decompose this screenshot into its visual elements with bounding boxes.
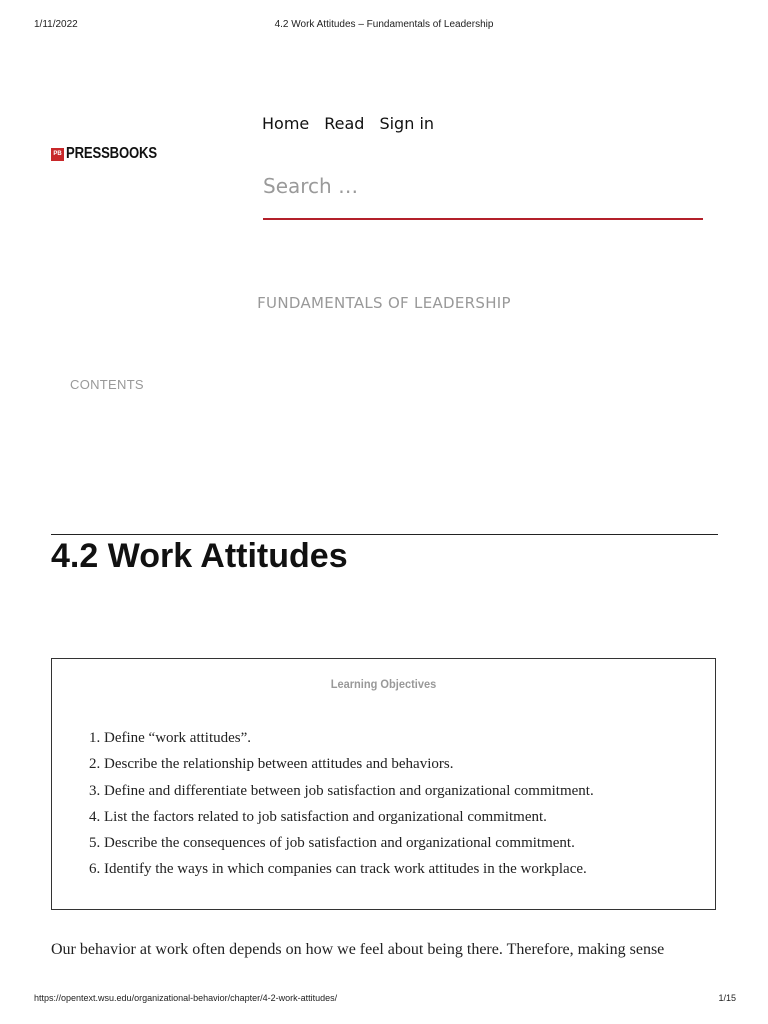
- pressbooks-logo[interactable]: [51, 145, 177, 163]
- learning-objectives-box: [51, 658, 716, 910]
- search-box: [263, 158, 703, 220]
- body-paragraph: Our behavior at work often depends on how we feel about being there. Therefore, making sense: [51, 941, 665, 958]
- nav-sign-in-link[interactable]: Sign in: [379, 114, 435, 133]
- objective-item: 5. Describe the consequences of job satisfaction and organizational commitment.: [89, 835, 575, 852]
- title-divider: [51, 534, 718, 535]
- learning-objectives-list: [89, 725, 594, 883]
- book-title-link[interactable]: FUNDAMENTALS OF LEADERSHIP: [257, 294, 511, 312]
- objective-item: 3. Define and differentiate between job satisfaction and organizational commitment.: [89, 782, 594, 799]
- chapter-title: 4.2 Work Attitudes: [51, 537, 348, 575]
- objective-item: 1. Define “work attitudes”.: [89, 730, 252, 746]
- print-date: 1/11/2022: [34, 19, 78, 30]
- logo-text: PRESSBOOKS: [66, 145, 157, 162]
- print-page-number: 1/15: [718, 993, 736, 1003]
- print-page-title: 4.2 Work Attitudes – Fundamentals of Leadership: [274, 19, 494, 30]
- objective-item: 6. Identify the ways in which companies can track work attitudes in the workplace.: [89, 861, 587, 878]
- main-nav: [262, 114, 434, 133]
- nav-home-link[interactable]: Home: [262, 114, 310, 133]
- learning-objectives-heading: Learning Objectives: [330, 677, 437, 691]
- search-input[interactable]: [263, 174, 703, 198]
- objective-item: 4. List the factors related to job satisfaction and organizational commitment.: [89, 808, 547, 825]
- contents-toggle[interactable]: CONTENTS: [70, 377, 144, 392]
- print-url: https://opentext.wsu.edu/organizational-behavior/chapter/4-2-work-attitudes/: [34, 993, 338, 1003]
- logo-badge: PB: [51, 148, 64, 161]
- objective-item: 2. Describe the relationship between attitudes and behaviors.: [89, 756, 454, 773]
- nav-read-link[interactable]: Read: [324, 114, 365, 133]
